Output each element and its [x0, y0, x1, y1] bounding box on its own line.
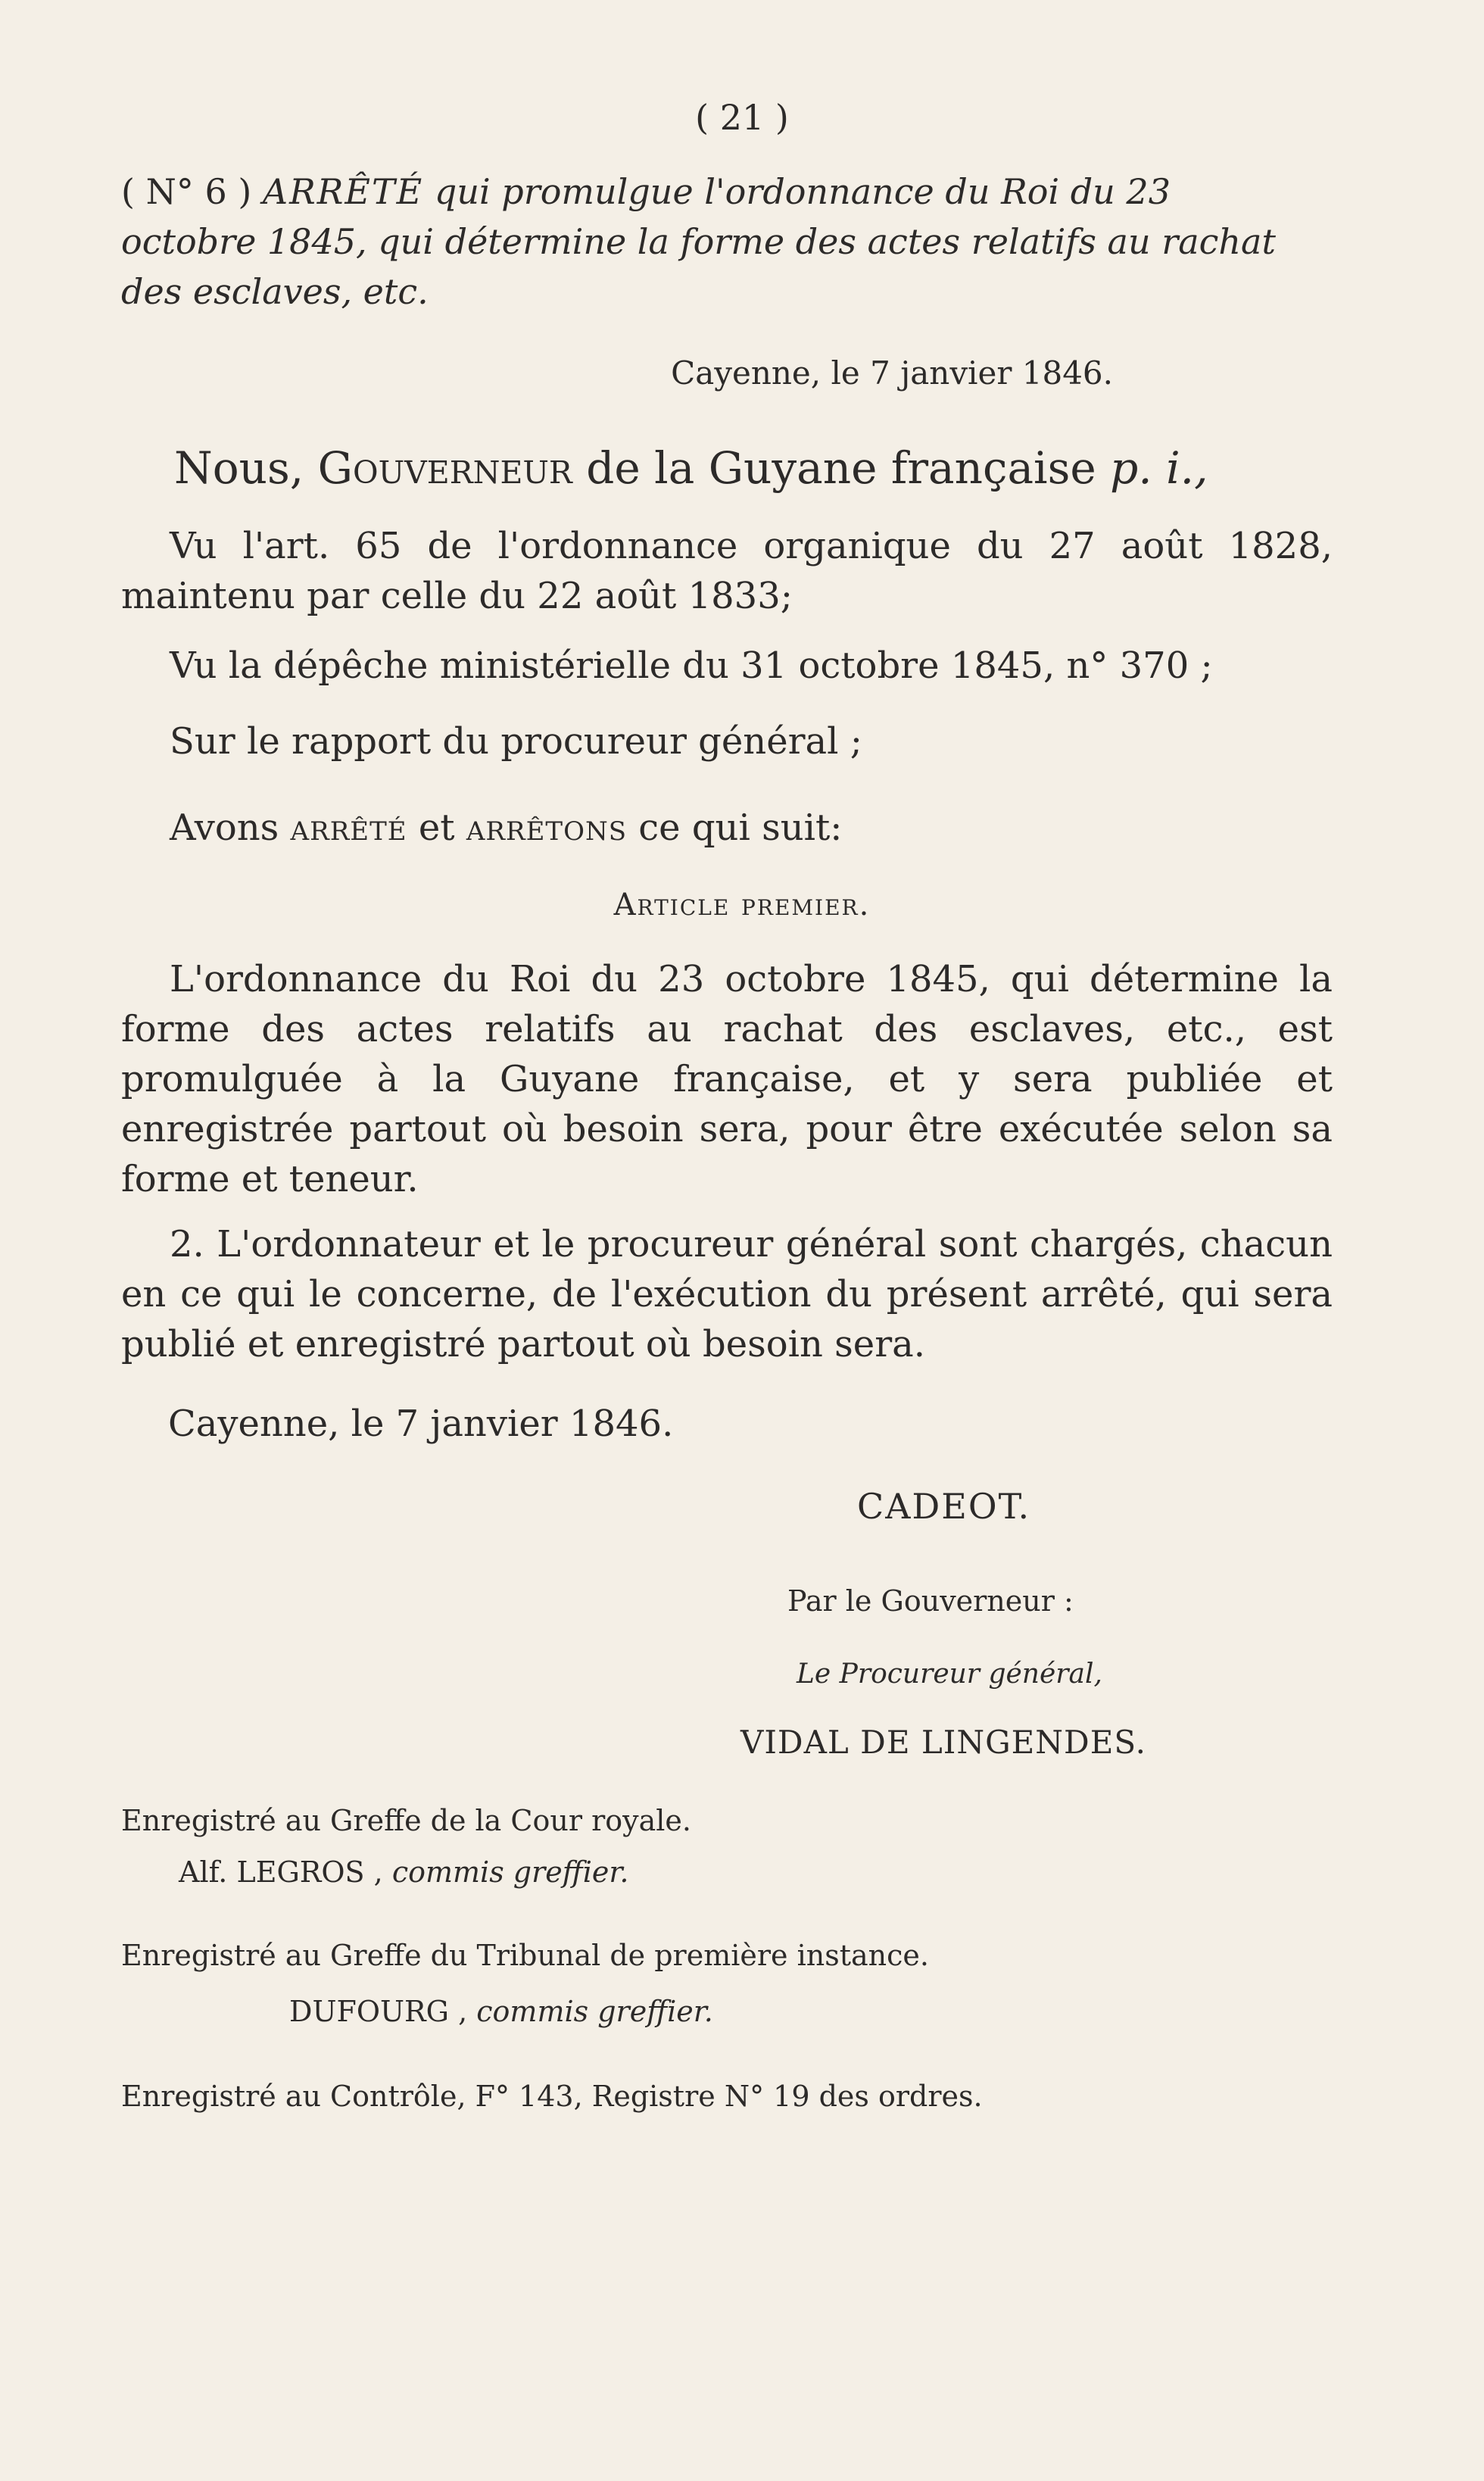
procureur-name: VIDAL DE LINGENDES.	[740, 1724, 1147, 1761]
preamble-rest: de la Guyane française	[572, 442, 1096, 494]
avons-et: et	[407, 807, 466, 849]
procureur-title: Le Procureur général,	[797, 1659, 1102, 1690]
clerk-name: Alf. LEGROS ,	[179, 1855, 383, 1889]
arrete-heading	[121, 167, 1302, 317]
signature-date: Cayenne, le 7 janvier 1846.	[168, 1403, 674, 1445]
preamble-gouverneur: Gouverneur	[317, 442, 572, 494]
registration-controle: Enregistré au Contrôle, F° 143, Registre N° 19 des ordres.	[121, 2080, 983, 2113]
clerk-role: commis greffier.	[382, 1855, 629, 1889]
arrete-number: ( N° 6 )	[121, 171, 252, 212]
arrete-title-start: ARRÊTÉ	[262, 171, 424, 212]
page-number: ( 21 )	[695, 97, 789, 138]
dateline: Cayenne, le 7 janvier 1846.	[671, 354, 1113, 392]
preamble-nous: Nous,	[174, 442, 304, 494]
clerk-role: commis greffier.	[467, 1995, 713, 2028]
preamble	[174, 442, 1208, 494]
article-title: Article premier.	[613, 888, 871, 922]
avons-lead: Avons	[170, 807, 291, 849]
registration-tribunal: Enregistré au Greffe du Tribunal de première instance.	[121, 1939, 929, 1972]
arrete-title-rest: qui promulgue l'ordonnance du Roi du 23 octobre 1845, qui détermine la forme des actes relatifs au rachat des esclaves, etc.	[121, 171, 1276, 312]
registration-cour-royale: Enregistré au Greffe de la Cour royale.	[121, 1804, 691, 1837]
avons-arrete	[121, 803, 1333, 853]
avons-tail: ce qui suit:	[627, 807, 843, 849]
registration-cour-royale-clerk	[179, 1855, 628, 1889]
avons-arretons-word: arrêtons	[466, 807, 628, 849]
considerant-2: Vu la dépêche ministérielle du 31 octobre 1845, n° 370 ;	[170, 644, 1213, 687]
considerant-3: Sur le rapport du procureur général ;	[170, 720, 862, 763]
article-2: 2. L'ordonnateur et le procureur général sont chargés, chacun en ce qui le concerne, de l'exécution du présent arrêté, qui sera publié et enregistré partout où besoin sera.	[121, 1223, 1333, 1365]
article-1: L'ordonnance du Roi du 23 octobre 1845, qui détermine la forme des actes relatifs au rachat des esclaves, etc., est promulguée à la Guyane française, et y sera publiée et enregistrée partout où besoin sera, pour être exécutée selon sa forme et teneur.	[121, 958, 1333, 1200]
registration-tribunal-clerk	[289, 1995, 713, 2028]
clerk-name: DUFOURG ,	[289, 1995, 468, 2028]
avons-arrete-word: arrêté	[290, 807, 407, 849]
governor-signature: CADEOT.	[857, 1486, 1031, 1527]
par-le-gouverneur: Par le Gouverneur :	[787, 1584, 1074, 1618]
preamble-pi: p. i.,	[1096, 442, 1208, 494]
considerant-1: Vu l'art. 65 de l'ordonnance organique du 27 août 1828, maintenu par celle du 22 août 1833;	[121, 525, 1333, 617]
